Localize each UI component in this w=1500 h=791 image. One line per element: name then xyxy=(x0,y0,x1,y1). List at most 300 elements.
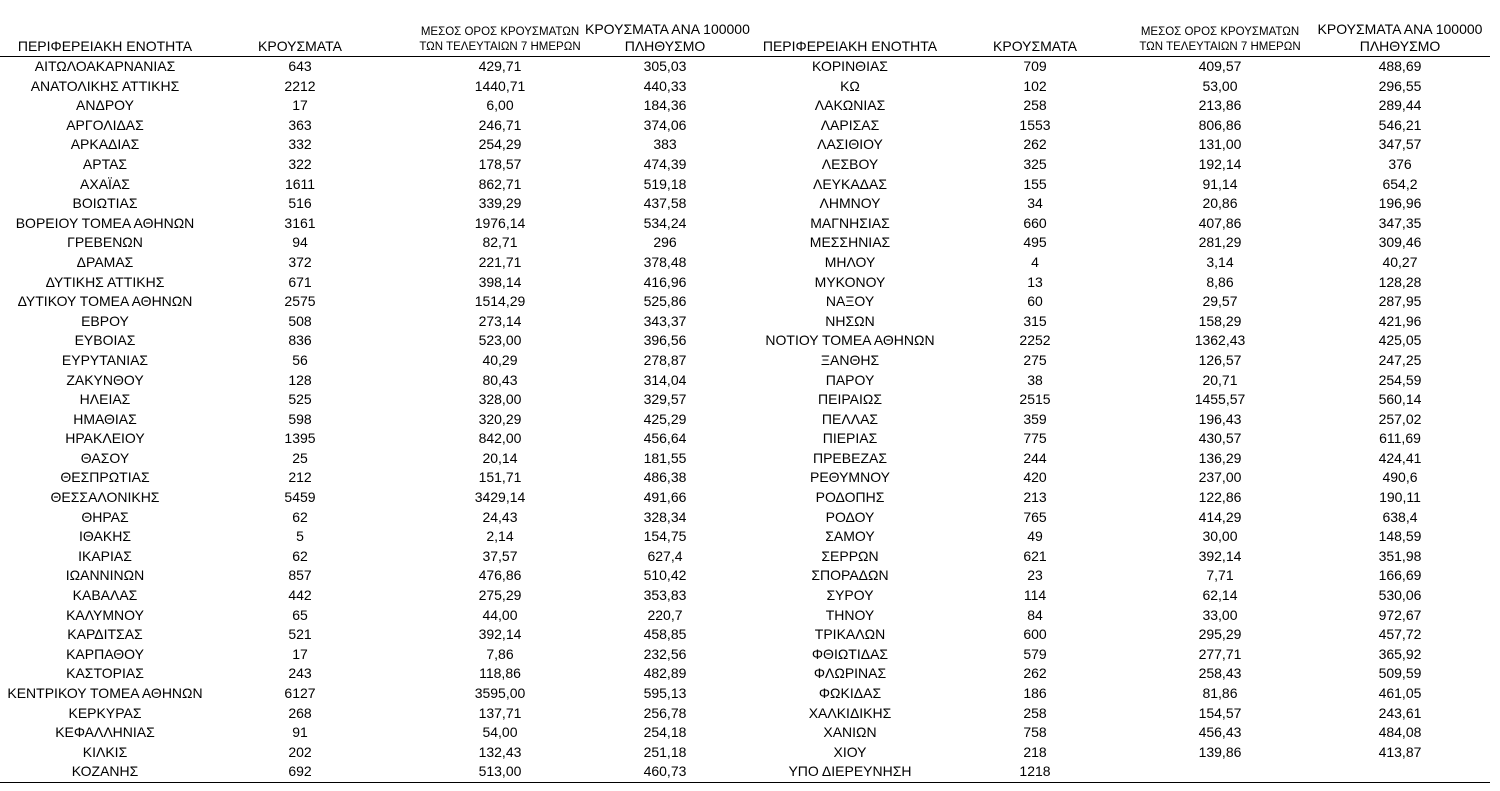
region-cell: ΑΙΤΩΛΟΑΚΑΡΝΑΝΙΑΣ xyxy=(34,58,176,74)
avg-cell: 414,29 xyxy=(1198,508,1242,525)
per100k-cell: 456,64 xyxy=(643,430,687,447)
cases-cell: 244 xyxy=(1023,449,1047,466)
avg-cell: 20,14 xyxy=(482,449,518,466)
region-cell: ΜΑΓΝΗΣΙΑΣ xyxy=(810,214,890,231)
per100k-cell: 247,25 xyxy=(1378,351,1422,368)
cases-cell: 671 xyxy=(288,273,312,290)
avg-cell: 1976,14 xyxy=(474,214,526,231)
cases-cell: 442 xyxy=(288,587,312,604)
region-cell: ΗΡΑΚΛΕΙΟΥ xyxy=(65,430,145,447)
header-avg-line2: ΤΩΝ ΤΕΛΕΥΤΑΙΩΝ 7 ΗΜΕΡΩΝ xyxy=(1139,41,1301,53)
region-cell: ΙΘΑΚΗΣ xyxy=(79,528,131,545)
avg-cell: 136,29 xyxy=(1198,449,1242,466)
per100k-cell: 128,28 xyxy=(1378,273,1422,290)
cases-cell: 262 xyxy=(1023,665,1047,682)
cases-cell: 775 xyxy=(1023,430,1047,447)
cases-cell: 94 xyxy=(292,234,308,251)
cases-cell: 836 xyxy=(288,332,312,349)
region-cell: ΙΚΑΡΙΑΣ xyxy=(78,547,132,564)
region-cell: ΠΙΕΡΙΑΣ xyxy=(822,430,878,447)
avg-cell: 1514,29 xyxy=(474,293,526,310)
per100k-cell: 519,18 xyxy=(643,175,687,192)
table-row xyxy=(0,390,1490,410)
avg-cell: 275,29 xyxy=(478,587,522,604)
per100k-cell: 166,69 xyxy=(1378,567,1422,584)
cases-cell: 765 xyxy=(1023,508,1047,525)
region-cell: ΚΟΖΑΝΗΣ xyxy=(71,763,139,780)
table-row xyxy=(0,723,1490,743)
cases-cell: 598 xyxy=(288,410,312,427)
region-cell: ΙΩΑΝΝΙΝΩΝ xyxy=(65,567,145,584)
avg-cell: 3,14 xyxy=(1206,253,1234,270)
region-cell: ΚΑΛΥΜΝΟΥ xyxy=(66,606,144,623)
region-cell: ΤΡΙΚΑΛΩΝ xyxy=(814,626,886,643)
per100k-cell: 546,21 xyxy=(1378,116,1422,133)
per100k-cell: 396,56 xyxy=(643,332,687,349)
avg-cell: 806,86 xyxy=(1198,116,1242,133)
per100k-cell: 486,38 xyxy=(643,469,687,486)
avg-cell: 476,86 xyxy=(478,567,522,584)
cases-cell: 325 xyxy=(1023,155,1047,172)
header-avg-line1: ΜΕΣΟΣ ΟΡΟΣ ΚΡΟΥΣΜΑΤΩΝ xyxy=(420,26,580,38)
region-cell: ΑΝΑΤΟΛΙΚΗΣ ΑΤΤΙΚΗΣ xyxy=(30,77,180,94)
table-row xyxy=(0,371,1490,391)
avg-cell: 258,43 xyxy=(1198,665,1242,682)
avg-cell: 137,71 xyxy=(478,704,522,721)
cases-cell: 155 xyxy=(1023,175,1047,192)
per100k-cell: 509,59 xyxy=(1378,665,1422,682)
avg-cell: 37,57 xyxy=(482,547,518,564)
region-cell: ΑΡΓΟΛΙΔΑΣ xyxy=(66,116,144,133)
avg-cell: 273,14 xyxy=(478,312,522,329)
region-cell: ΒΟΙΩΤΙΑΣ xyxy=(72,195,138,212)
per100k-cell: 654,2 xyxy=(1382,175,1418,192)
avg-cell: 192,14 xyxy=(1198,155,1242,172)
table-row xyxy=(0,664,1490,684)
per100k-cell: 287,95 xyxy=(1378,293,1422,310)
per100k-cell: 491,66 xyxy=(643,489,687,506)
cases-cell: 49 xyxy=(1027,528,1043,545)
cases-cell: 84 xyxy=(1027,606,1043,623)
region-cell: ΗΜΑΘΙΑΣ xyxy=(73,410,137,427)
header-per100k-left xyxy=(585,21,750,55)
header-per100k-line1: ΚΡΟΥΣΜΑΤΑ ΑΝΑ 100000 xyxy=(585,21,750,37)
region-cell: ΧΑΝΙΩΝ xyxy=(823,724,877,741)
per100k-cell: 376 xyxy=(1388,155,1412,172)
table-row xyxy=(0,273,1490,293)
region-cell: ΠΕΙΡΑΙΩΣ xyxy=(818,391,882,408)
cases-cell: 2212 xyxy=(284,77,316,94)
region-cell: ΒΟΡΕΙΟΥ ΤΟΜΕΑ ΑΘΗΝΩΝ xyxy=(15,214,195,231)
table-row xyxy=(0,155,1490,175)
table-bottom-border xyxy=(0,782,1490,783)
per100k-cell: 254,59 xyxy=(1378,371,1422,388)
region-cell: ΡΕΘΥΜΝΟΥ xyxy=(809,469,890,486)
cases-cell: 495 xyxy=(1023,234,1047,251)
region-cell: ΘΕΣΠΡΩΤΙΑΣ xyxy=(60,469,150,486)
cases-cell: 4 xyxy=(1031,253,1039,270)
cases-cell: 3161 xyxy=(284,214,316,231)
cases-cell: 212 xyxy=(288,469,312,486)
cases-cell: 2515 xyxy=(1019,391,1051,408)
header-per100k-line1: ΚΡΟΥΣΜΑΤΑ ΑΝΑ 100000 xyxy=(1317,21,1483,37)
per100k-cell: 482,89 xyxy=(643,665,687,682)
table-row xyxy=(0,547,1490,567)
region-cell: ΚΙΛΚΙΣ xyxy=(82,743,128,760)
region-cell: ΝΟΤΙΟΥ ΤΟΜΕΑ ΑΘΗΝΩΝ xyxy=(765,332,935,349)
avg-cell: 246,71 xyxy=(478,116,522,133)
per100k-cell: 347,57 xyxy=(1378,136,1422,153)
region-cell: ΑΡΤΑΣ xyxy=(82,155,128,172)
cases-cell: 643 xyxy=(288,58,312,74)
region-cell: ΑΝΔΡΟΥ xyxy=(76,97,134,114)
table-row xyxy=(0,194,1490,214)
region-cell: ΚΕΦΑΛΛΗΝΙΑΣ xyxy=(55,724,155,741)
per100k-cell: 289,44 xyxy=(1378,97,1422,114)
region-cell: ΔΥΤΙΚΟΥ ΤΟΜΕΑ ΑΘΗΝΩΝ xyxy=(17,293,193,310)
table-row xyxy=(0,233,1490,253)
per100k-cell: 243,61 xyxy=(1378,704,1422,721)
cases-cell: 857 xyxy=(288,567,312,584)
cases-cell: 692 xyxy=(288,763,312,780)
region-cell: ΔΥΤΙΚΗΣ ΑΤΤΙΚΗΣ xyxy=(45,273,165,290)
table-row xyxy=(0,351,1490,371)
cases-cell: 1395 xyxy=(284,430,316,447)
cases-cell: 420 xyxy=(1023,469,1047,486)
region-cell: ΘΑΣΟΥ xyxy=(80,449,130,466)
avg-cell: 7,86 xyxy=(486,645,514,662)
table-row xyxy=(0,214,1490,234)
per100k-cell: 510,42 xyxy=(643,567,687,584)
avg-cell: 430,57 xyxy=(1198,430,1242,447)
cases-cell: 202 xyxy=(288,743,312,760)
region-cell: ΧΑΛΚΙΔΙΚΗΣ xyxy=(808,704,892,721)
per100k-cell: 232,56 xyxy=(643,645,687,662)
per100k-cell: 148,59 xyxy=(1378,528,1422,545)
table-row xyxy=(0,312,1490,332)
table-row xyxy=(0,508,1490,528)
cases-cell: 186 xyxy=(1023,685,1047,701)
per100k-cell: 534,24 xyxy=(643,214,687,231)
avg-cell: 30,00 xyxy=(1202,528,1238,545)
per100k-cell: 458,85 xyxy=(643,626,687,643)
per100k-cell: 490,6 xyxy=(1382,469,1418,486)
cases-cell: 660 xyxy=(1023,214,1047,231)
avg-cell: 158,29 xyxy=(1198,312,1242,329)
cases-cell: 62 xyxy=(292,547,308,564)
region-cell: ΦΘΙΩΤΙΔΑΣ xyxy=(811,645,889,662)
avg-cell: 178,57 xyxy=(478,155,522,172)
region-cell: ΣΕΡΡΩΝ xyxy=(821,547,879,564)
per100k-cell: 347,35 xyxy=(1378,214,1422,231)
table-row xyxy=(0,410,1490,430)
header-cases-left: ΚΡΟΥΣΜΑΤΑ xyxy=(258,38,342,54)
cases-cell: 56 xyxy=(292,351,308,368)
per100k-cell: 351,98 xyxy=(1378,547,1422,564)
cases-cell: 2575 xyxy=(284,293,316,310)
region-cell: ΑΡΚΑΔΙΑΣ xyxy=(70,136,140,153)
per100k-cell: 309,46 xyxy=(1378,234,1422,251)
avg-cell: 132,43 xyxy=(478,743,522,760)
avg-cell: 398,14 xyxy=(478,273,522,290)
avg-cell: 392,14 xyxy=(1198,547,1242,564)
per100k-cell: 296,55 xyxy=(1378,77,1422,94)
per100k-cell: 437,58 xyxy=(643,195,687,212)
avg-cell: 139,86 xyxy=(1198,743,1242,760)
cases-cell: 521 xyxy=(288,626,312,643)
avg-cell: 151,71 xyxy=(478,469,522,486)
cases-cell: 332 xyxy=(288,136,312,153)
per100k-cell: 457,72 xyxy=(1378,626,1422,643)
table-row xyxy=(0,743,1490,763)
region-cell: ΧΙΟΥ xyxy=(833,743,867,760)
cases-cell: 38 xyxy=(1027,371,1043,388)
avg-cell: 154,57 xyxy=(1198,704,1242,721)
avg-cell: 254,29 xyxy=(478,136,522,153)
header-per100k-line2: ΠΛΗΘΥΣΜΟ xyxy=(624,38,706,54)
region-cell: ΦΛΩΡΙΝΑΣ xyxy=(813,665,887,682)
avg-cell: 523,00 xyxy=(478,332,522,349)
region-cell: ΛΕΥΚΑΔΑΣ xyxy=(812,175,888,192)
table-row xyxy=(0,175,1490,195)
cases-cell: 372 xyxy=(288,253,312,270)
table-row xyxy=(0,449,1490,469)
avg-cell: 196,43 xyxy=(1198,410,1242,427)
per100k-cell: 530,06 xyxy=(1378,587,1422,604)
table-row xyxy=(0,704,1490,724)
avg-cell: 456,43 xyxy=(1198,724,1242,741)
cases-cell: 315 xyxy=(1023,312,1047,329)
per100k-cell: 484,08 xyxy=(1378,724,1422,741)
cases-cell: 258 xyxy=(1023,97,1047,114)
avg-cell: 62,14 xyxy=(1202,587,1238,604)
cases-cell: 709 xyxy=(1023,58,1047,74)
per100k-cell: 627,4 xyxy=(647,547,683,564)
avg-cell: 842,00 xyxy=(478,430,522,447)
cases-cell: 359 xyxy=(1023,410,1047,427)
region-cell: ΛΕΣΒΟΥ xyxy=(821,155,879,172)
region-cell: ΚΕΝΤΡΙΚΟΥ ΤΟΜΕΑ ΑΘΗΝΩΝ xyxy=(7,685,203,701)
cases-cell: 5 xyxy=(296,528,304,545)
avg-cell: 320,29 xyxy=(478,410,522,427)
cases-cell: 5459 xyxy=(284,489,316,506)
region-cell: ΠΕΛΛΑΣ xyxy=(821,410,879,427)
cases-cell: 1218 xyxy=(1019,763,1051,780)
per100k-cell: 254,18 xyxy=(643,724,687,741)
cases-cell: 17 xyxy=(292,645,308,662)
region-cell: ΕΒΡΟΥ xyxy=(81,312,129,329)
avg-cell: 221,71 xyxy=(478,253,522,270)
region-cell: ΝΗΣΩΝ xyxy=(825,312,875,329)
cases-cell: 275 xyxy=(1023,351,1047,368)
avg-cell: 81,86 xyxy=(1202,685,1238,701)
table-row xyxy=(0,527,1490,547)
per100k-cell: 343,37 xyxy=(643,312,687,329)
header-region-right: ΠΕΡΙΦΕΡΕΙΑΚΗ ΕΝΟΤΗΤΑ xyxy=(762,38,938,54)
cases-cell: 600 xyxy=(1023,626,1047,643)
cases-cell: 322 xyxy=(288,155,312,172)
region-cell: ΚΟΡΙΝΘΙΑΣ xyxy=(812,58,888,74)
region-cell: ΣΑΜΟΥ xyxy=(825,528,875,545)
region-cell: ΞΑΝΘΗΣ xyxy=(820,351,880,368)
per100k-cell: 365,92 xyxy=(1378,645,1422,662)
cases-cell: 621 xyxy=(1023,547,1047,564)
cases-cell: 243 xyxy=(288,665,312,682)
header-per100k-right xyxy=(1310,21,1490,55)
table-row xyxy=(0,468,1490,488)
header-avg-line1: ΜΕΣΟΣ ΟΡΟΣ ΚΡΟΥΣΜΑΤΩΝ xyxy=(1140,26,1300,38)
per100k-cell: 425,05 xyxy=(1378,332,1422,349)
avg-cell: 44,00 xyxy=(482,606,518,623)
cases-cell: 62 xyxy=(292,508,308,525)
avg-cell: 7,71 xyxy=(1206,567,1234,584)
avg-cell: 2,14 xyxy=(486,528,514,545)
per100k-cell: 256,78 xyxy=(643,704,687,721)
region-cell: ΥΠΟ ΔΙΕΡΕΥΝΗΣΗ xyxy=(788,763,912,780)
table-row xyxy=(0,645,1490,665)
avg-cell: 20,71 xyxy=(1202,371,1238,388)
cases-cell: 258 xyxy=(1023,704,1047,721)
per100k-cell: 154,75 xyxy=(643,528,687,545)
cases-cell: 114 xyxy=(1023,587,1047,604)
avg-cell: 40,29 xyxy=(482,351,518,368)
cases-cell: 1611 xyxy=(284,175,316,192)
per100k-cell: 220,7 xyxy=(647,606,683,623)
cases-cell: 23 xyxy=(1027,567,1043,584)
header-avg-left xyxy=(380,25,620,55)
cases-cell: 363 xyxy=(288,116,312,133)
avg-cell: 429,71 xyxy=(478,58,522,74)
per100k-cell: 278,87 xyxy=(643,351,687,368)
avg-cell: 281,29 xyxy=(1198,234,1242,251)
table-row xyxy=(0,331,1490,351)
avg-cell: 131,00 xyxy=(1198,136,1242,153)
avg-cell: 1440,71 xyxy=(474,77,526,94)
cases-cell: 6127 xyxy=(284,685,316,701)
avg-cell: 91,14 xyxy=(1202,175,1238,192)
table-row xyxy=(0,77,1490,97)
region-cell: ΓΡΕΒΕΝΩΝ xyxy=(67,234,143,251)
avg-cell: 82,71 xyxy=(482,234,518,251)
region-cell: ΜΗΛΟΥ xyxy=(824,253,876,270)
table-row xyxy=(0,253,1490,273)
cases-cell: 102 xyxy=(1023,77,1047,94)
region-cell: ΚΩ xyxy=(840,77,860,94)
per100k-cell xyxy=(1310,762,1490,782)
region-cell: ΚΑΡΠΑΘΟΥ xyxy=(66,645,144,662)
region-cell: ΑΧΑΪΑΣ xyxy=(80,175,130,192)
per100k-cell: 329,57 xyxy=(643,391,687,408)
region-cell: ΜΕΣΣΗΝΙΑΣ xyxy=(809,234,891,251)
avg-cell: 513,00 xyxy=(478,763,522,780)
per100k-cell: 184,36 xyxy=(643,97,687,114)
cases-cell: 213 xyxy=(1023,489,1047,506)
per100k-cell: 40,27 xyxy=(1382,253,1418,270)
per100k-cell: 383 xyxy=(653,136,677,153)
region-cell: ΣΥΡΟΥ xyxy=(826,587,874,604)
per100k-cell: 314,04 xyxy=(643,371,687,388)
avg-cell: 213,86 xyxy=(1198,97,1242,114)
avg-cell xyxy=(1100,762,1340,782)
cases-cell: 60 xyxy=(1027,293,1043,310)
per100k-cell: 461,05 xyxy=(1378,685,1422,701)
region-cell: ΠΡΕΒΕΖΑΣ xyxy=(812,449,887,466)
header-cases-right: ΚΡΟΥΣΜΑΤΑ xyxy=(993,38,1077,54)
avg-cell: 295,29 xyxy=(1198,626,1242,643)
region-cell: ΚΑΣΤΟΡΙΑΣ xyxy=(66,665,144,682)
region-cell: ΤΗΝΟΥ xyxy=(825,606,875,623)
avg-cell: 24,43 xyxy=(482,508,518,525)
region-cell: ΚΑΡΔΙΤΣΑΣ xyxy=(67,626,143,643)
region-cell: ΗΛΕΙΑΣ xyxy=(79,391,131,408)
cases-cell: 268 xyxy=(288,704,312,721)
per100k-cell: 425,29 xyxy=(643,410,687,427)
region-cell: ΝΑΞΟΥ xyxy=(825,293,875,310)
avg-cell: 29,57 xyxy=(1202,293,1238,310)
avg-cell: 407,86 xyxy=(1198,214,1242,231)
avg-cell: 54,00 xyxy=(482,724,518,741)
per100k-cell: 424,41 xyxy=(1378,449,1422,466)
avg-cell: 1455,57 xyxy=(1194,391,1246,408)
table-row xyxy=(0,57,1490,77)
avg-cell: 862,71 xyxy=(478,175,522,192)
per100k-cell: 421,96 xyxy=(1378,312,1422,329)
avg-cell: 277,71 xyxy=(1198,645,1242,662)
cases-cell: 128 xyxy=(288,371,312,388)
cases-cell: 25 xyxy=(292,449,308,466)
region-cell: ΛΑΚΩΝΙΑΣ xyxy=(814,97,886,114)
region-cell: ΠΑΡΟΥ xyxy=(825,371,875,388)
region-cell: ΕΥΒΟΙΑΣ xyxy=(74,332,136,349)
per100k-cell: 296 xyxy=(653,234,677,251)
per100k-cell: 560,14 xyxy=(1378,391,1422,408)
header-per100k-line2: ΠΛΗΘΥΣΜΟ xyxy=(1359,38,1441,54)
avg-cell: 53,00 xyxy=(1202,77,1238,94)
avg-cell: 33,00 xyxy=(1202,606,1238,623)
table-body xyxy=(0,57,1490,782)
per100k-cell: 474,39 xyxy=(643,155,687,172)
region-cell: ΛΗΜΝΟΥ xyxy=(819,195,881,212)
avg-cell: 3595,00 xyxy=(474,685,526,701)
per100k-cell: 413,87 xyxy=(1378,743,1422,760)
avg-cell: 20,86 xyxy=(1202,195,1238,212)
table-row xyxy=(0,566,1490,586)
avg-cell: 409,57 xyxy=(1198,58,1242,74)
region-cell: ΦΩΚΙΔΑΣ xyxy=(818,685,882,701)
cases-cell: 525 xyxy=(288,391,312,408)
table-row xyxy=(0,684,1490,704)
per100k-cell: 460,73 xyxy=(643,763,687,780)
per100k-cell: 525,86 xyxy=(643,293,687,310)
avg-cell: 3429,14 xyxy=(474,489,526,506)
table-row xyxy=(0,625,1490,645)
cases-cell: 17 xyxy=(292,97,308,114)
region-cell: ΘΗΡΑΣ xyxy=(81,508,129,525)
table-row xyxy=(0,116,1490,136)
per100k-cell: 328,34 xyxy=(643,508,687,525)
cases-cell: 13 xyxy=(1027,273,1043,290)
per100k-cell: 196,96 xyxy=(1378,195,1422,212)
region-cell: ΕΥΡΥΤΑΝΙΑΣ xyxy=(61,351,149,368)
table-row xyxy=(0,96,1490,116)
cases-cell: 91 xyxy=(292,724,308,741)
avg-cell: 80,43 xyxy=(482,371,518,388)
per100k-cell: 251,18 xyxy=(643,743,687,760)
cases-cell: 579 xyxy=(1023,645,1047,662)
region-cell: ΔΡΑΜΑΣ xyxy=(76,253,134,270)
per100k-cell: 353,83 xyxy=(643,587,687,604)
cases-cell: 516 xyxy=(288,195,312,212)
